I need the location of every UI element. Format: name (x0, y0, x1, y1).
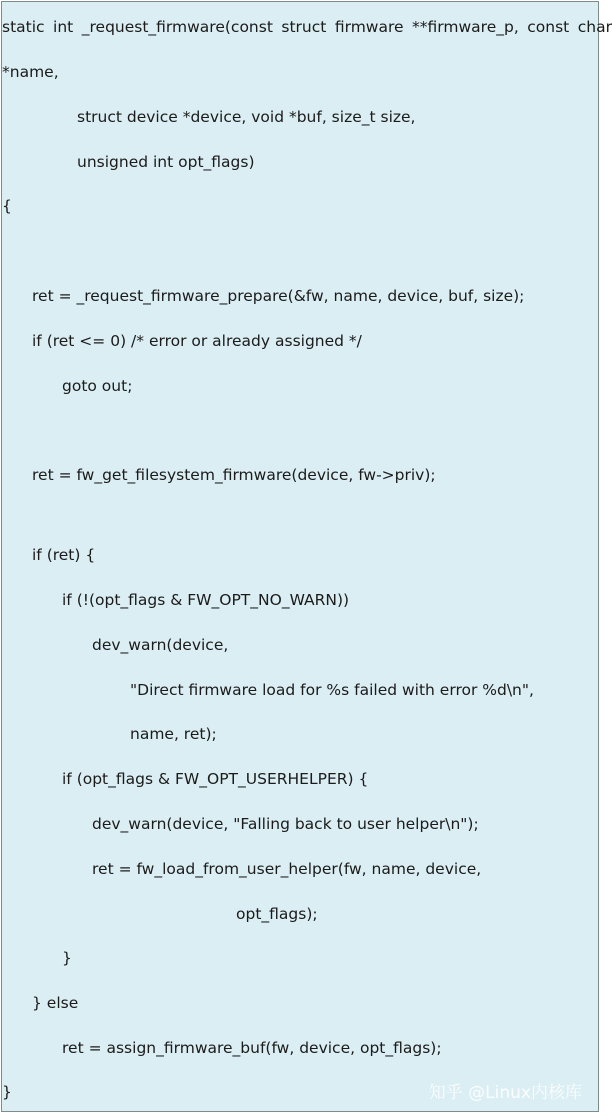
code-line: { (2, 197, 12, 215)
code-token: struct (281, 18, 327, 36)
code-line: if (ret) { (32, 546, 96, 564)
code-line: ret = fw_get_filesystem_firmware(device, fw->priv); (32, 466, 436, 484)
code-line: if (!(opt_flags & FW_OPT_NO_WARN)) (62, 591, 350, 609)
code-line: struct device *device, void *buf, size_t size, (77, 108, 416, 126)
code-line: ret = assign_firmware_buf(fw, device, opt_flags); (62, 1039, 442, 1057)
code-line: } (2, 1083, 12, 1101)
code-line: } else (32, 994, 79, 1012)
code-line: goto out; (62, 377, 133, 395)
code-token: **firmware_p, (412, 18, 519, 36)
code-line: unsigned int opt_flags) (77, 153, 255, 171)
code-line: *name, (2, 63, 59, 81)
code-token: int (53, 18, 74, 36)
code-line: ret = fw_load_from_user_helper(fw, name, device, (92, 860, 482, 878)
code-token: const (527, 18, 570, 36)
code-line: dev_warn(device, "Falling back to user helper\n"); (92, 815, 479, 833)
code-line: dev_warn(device, (92, 636, 229, 654)
code-block (1, 1, 612, 1112)
code-token: char (577, 18, 612, 36)
code-token: static (2, 18, 45, 36)
code-token: firmware (334, 18, 404, 36)
code-line: "Direct firmware load for %s failed with error %d\n", (130, 681, 534, 699)
code-token: _request_firmware(const (81, 18, 273, 36)
code-line: } (62, 949, 72, 967)
zhihu-watermark: 知乎 @Linux内核库 (428, 1083, 582, 1103)
code-line: if (ret <= 0) /* error or already assigned */ (32, 332, 362, 350)
code-line: opt_flags); (236, 905, 318, 923)
code-line: if (opt_flags & FW_OPT_USERHELPER) { (62, 770, 369, 788)
code-line: ret = _request_firmware_prepare(&fw, name, device, buf, size); (32, 287, 525, 305)
code-line-signature (2, 17, 612, 37)
code-line: name, ret); (130, 725, 217, 743)
